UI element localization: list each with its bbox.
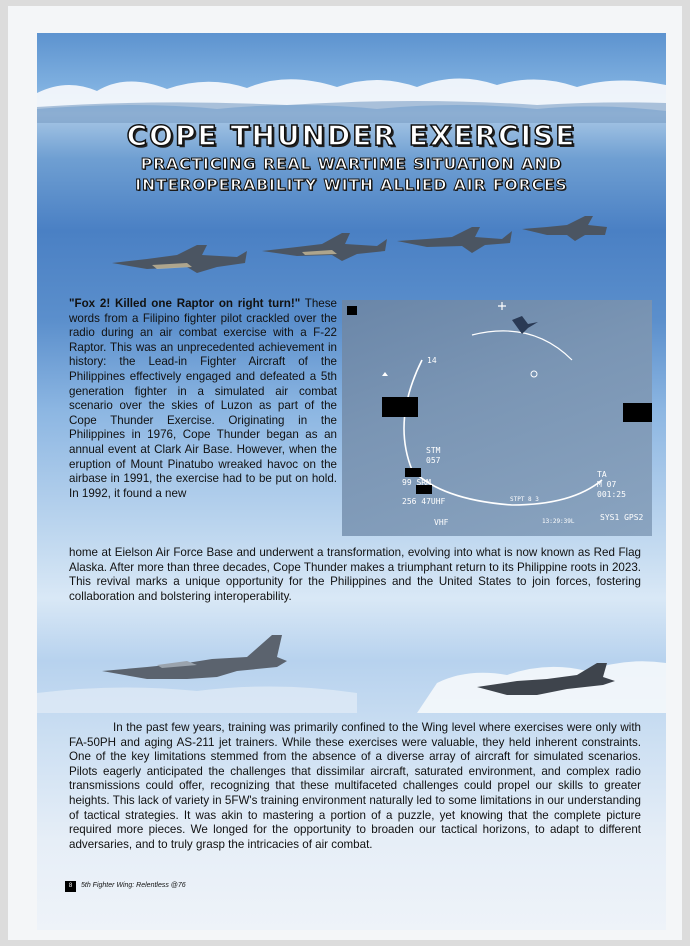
hud-ta-label: TA — [597, 470, 607, 479]
redaction-box — [623, 403, 652, 422]
page-title: COPE THUNDER EXERCISE — [126, 119, 577, 152]
hud-heading-label: 057 — [426, 456, 441, 465]
redaction-box — [347, 306, 357, 315]
redaction-box — [405, 468, 421, 477]
hud-mach-label: M 07 — [597, 480, 617, 489]
hud-time-to-go-label: 001:25 — [597, 490, 626, 499]
training-paragraph: In the past few years, training was primarily confined to the Wing level where exercises were only with FA-50PH and aging AS-211 jet trainers. While these exercises were valuable, they held inherent constraints. One of the key limitations stemmed from the absence of a diverse array of aircraft for simulated scenarios. Pilots eagerly anticipated the challenges that dissimilar aircraft, saturated environment, and complex radio transmissions could offer, recognizing that these multifaceted challenges could propel our skills to greater heights. This lack of variety in 5FW's training environment naturally led to some limitations in our understanding of tactical strategies. It was akin to mastering a portion of a puzzle, yet knowing that the complete picture required more pieces. We longed for the opportunity to broaden our tactical horizons, to adapt to different adversaries, and to truly grasp the intricacies of air combat. — [69, 721, 641, 851]
hud-steerpoint-label: STPT 8 3 — [510, 496, 539, 503]
subtitle — [37, 154, 666, 196]
subtitle-line-2: INTEROPERABILITY WITH ALLIED AIR FORCES — [135, 176, 568, 194]
redaction-box — [382, 397, 418, 417]
hud-stm-label: STM — [426, 446, 441, 455]
hud-screenshot-image — [342, 300, 652, 536]
page — [8, 6, 682, 940]
jets-over-clouds-image — [37, 613, 666, 713]
page-number: 8 — [65, 881, 76, 892]
intro-paragraph — [69, 297, 337, 501]
hud-weapon-label: 99 SRM — [402, 478, 431, 487]
jet-formation-image — [107, 211, 607, 286]
intro-paragraph-text: These words from a Filipino fighter pilot crackled over the radio during an air combat exercise with a F-22 Raptor. This was an unprecedented achievement in history: the Lead-in Fighter Aircraft of the Philippines effectively engaged and defeated a 5th generation fighter in a simulated air combat scenario over the skies of Luzon as part of the Cope Thunder Exercise. Originating in the Philippines in 1976, Cope Thunder began as an annual event at Clark Air Base. However, when the eruption of Mount Pinatubo wreaked havoc on the airbase in 1991, the exercise had to be put on hold. In 1992, it found a new — [69, 297, 337, 500]
pilot-quote: "Fox 2! Killed one Raptor on right turn!" — [69, 297, 301, 310]
footer-text: 5th Fighter Wing: Relentless @76 — [81, 882, 186, 889]
hud-radio-label: VHF — [434, 518, 449, 527]
hud-altitude-label: 14 — [427, 356, 437, 365]
cloud-band-top — [37, 63, 666, 123]
hud-speed-label: 256 47UHF — [402, 497, 446, 506]
hud-clock-label: 13:29:39L — [542, 518, 575, 525]
hud-system-label: SYS1 GPS2 — [600, 513, 644, 522]
magazine-page — [37, 33, 666, 930]
hud-overlay — [342, 300, 652, 536]
intro-paragraph-continued: home at Eielson Air Force Base and underwent a transformation, evolving into what is now known as Red Flag Alaska. After more than three decades, Cope Thunder makes a triumphant return to its Philippine roots in 2023. This revival marks a unique opportunity for the Philippines and the United States to join forces, fostering collaboration and bolstering interoperability. — [69, 546, 641, 603]
subtitle-line-1: PRACTICING REAL WARTIME SITUATION AND — [140, 155, 563, 173]
